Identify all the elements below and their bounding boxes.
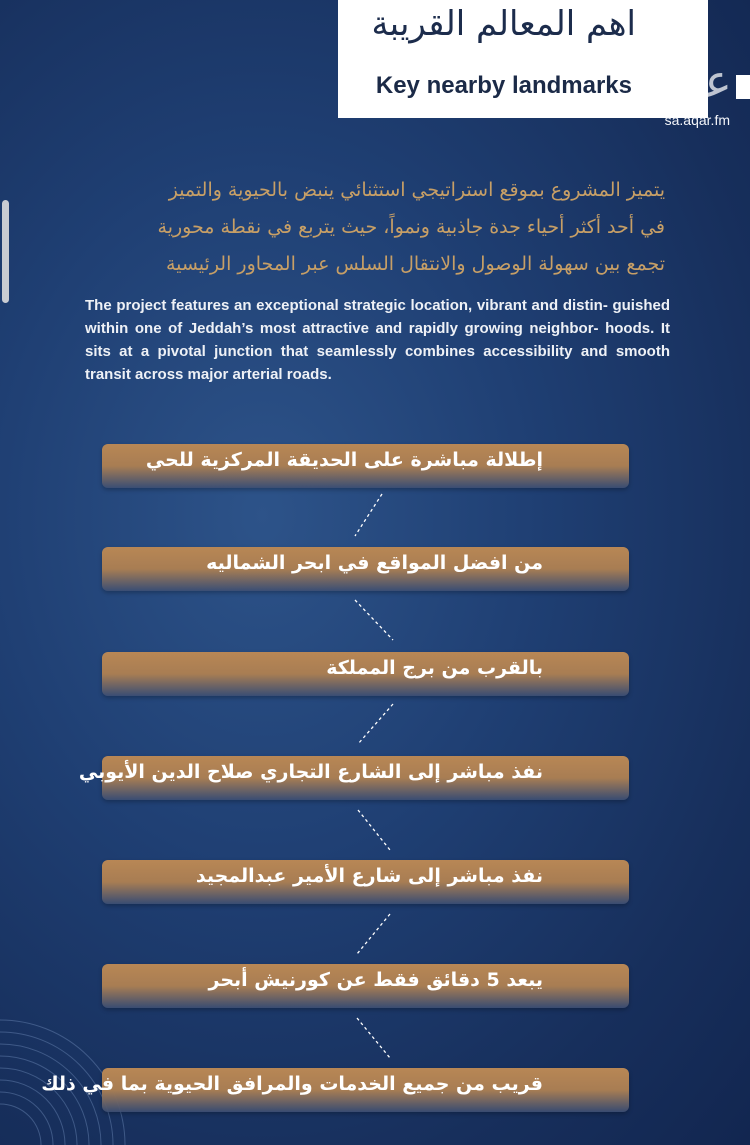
description-arabic-line: تجمع بين سهولة الوصول والانتقال السلس عبر المحاور الرئيسية (165, 253, 665, 275)
connector-line (357, 914, 390, 954)
landmark-label: من افضل المواقع في ابحر الشماليه (206, 552, 543, 574)
description-english-line: The project features an exceptional strategic location, vibrant and distin- (85, 297, 608, 314)
landmark-label: بالقرب من برج المملكة (326, 657, 543, 679)
description-english-line: hoods. It sits at a pivotal junction that seamlessly combines accessibility and (85, 320, 670, 360)
landmark-label: يبعد 5 دقائق فقط عن كورنيش أبحر (208, 969, 543, 991)
landmark-item (102, 964, 629, 1008)
landmark-item (102, 860, 629, 904)
landmark-item (41, 1068, 629, 1112)
connector-line (355, 494, 382, 536)
description-arabic-line: في أحد أكثر أحياء جدة جاذبية ونمواً، حيث يتربع في نقطة محورية (157, 216, 665, 238)
watermark-url: sa.aqar.fm (664, 112, 730, 128)
description-arabic-line: يتميز المشروع بموقع استراتيجي استثنائي ينبض بالحيوية والتميز (168, 179, 665, 201)
connector-line (355, 600, 393, 640)
landmark-label: إطلالة مباشرة على الحديقة المركزية للحي (145, 449, 543, 471)
landmark-item (102, 444, 629, 488)
landmark-item (102, 652, 629, 696)
page-title-arabic: اهم المعالم القريبة (371, 4, 636, 44)
landmark-item (78, 756, 629, 800)
description-english-line: guished within one of Jeddah’s most attractive and rapidly growing neighbor- (85, 297, 670, 337)
connector-line (358, 704, 393, 744)
connector-line (357, 1018, 390, 1058)
watermark-logo: عقار (645, 54, 732, 108)
page-title-english: Key nearby landmarks (375, 72, 632, 99)
connector-line (358, 810, 390, 850)
landmark-item (102, 547, 629, 591)
description-english-line: smooth transit across major arterial roads. (85, 343, 671, 383)
landmark-label: نفذ مباشر إلى الشارع التجاري صلاح الدين الأيوبي (78, 761, 543, 783)
landmark-label: قريب من جميع الخدمات والمرافق الحيوية بما في ذلك (41, 1073, 543, 1095)
landmark-label: نفذ مباشر إلى شارع الأمير عبدالمجيد (195, 865, 543, 887)
